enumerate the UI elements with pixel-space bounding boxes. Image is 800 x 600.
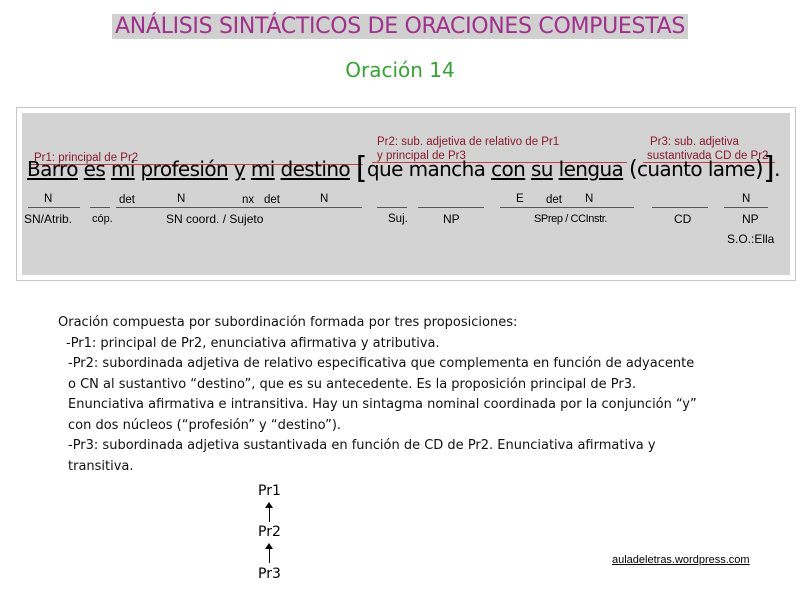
cat-label: N	[585, 193, 594, 205]
open-paren: (	[628, 157, 637, 182]
word: y	[233, 157, 246, 181]
pr2-label-line1: Pr2: sub. adjetiva de relativo de Pr1	[377, 136, 560, 148]
cat-label: nx	[242, 194, 255, 206]
page-title: ANÁLISIS SINTÁCTICOS DE ORACIONES COMPUESTAS	[112, 14, 688, 39]
pr1-label: Pr1: principal de Pr2	[34, 152, 139, 164]
function-label: cóp.	[92, 213, 113, 225]
cat-label: det	[119, 194, 135, 206]
function-label: SN coord. / Sujeto	[166, 212, 264, 226]
diagram-node-pr2: Pr2	[258, 524, 281, 540]
close-bracket: ]	[763, 151, 775, 186]
word: su	[530, 157, 553, 181]
function-underline	[90, 207, 110, 208]
function-underline	[418, 207, 484, 208]
cat-label: N	[44, 193, 53, 205]
cat-label: N	[742, 193, 751, 205]
cat-label: E	[516, 193, 524, 205]
word: Barro	[27, 157, 78, 181]
function-underline	[500, 207, 634, 208]
word: es	[83, 157, 106, 181]
function-label: Suj.	[388, 213, 408, 225]
cat-label: det	[264, 194, 280, 206]
cat-label: N	[177, 193, 186, 205]
word: con	[491, 157, 526, 181]
explanation-pr3-line: transitiva.	[68, 458, 134, 474]
explanation-intro: Oración compuesta por subordinación formada por tres proposiciones:	[58, 315, 518, 330]
word: mancha	[408, 157, 486, 181]
word: lame	[707, 157, 756, 181]
explanation-pr2-line: Enunciativa afirmativa e intransitiva. Hay un sintagma nominal coordinada por la conjunción “y”	[68, 397, 697, 412]
sentence-number: Oración 14	[345, 58, 455, 82]
credit-link[interactable]: auladeletras.wordpress.com	[612, 554, 750, 566]
function-underline	[28, 207, 80, 208]
diagram-node-pr3: Pr3	[258, 566, 281, 582]
cat-label: det	[546, 194, 562, 206]
word: lengua	[558, 157, 624, 181]
function-label: SN/Atrib.	[24, 212, 73, 226]
word: mi	[110, 157, 135, 181]
close-paren: )	[755, 157, 763, 182]
explanation-text	[58, 313, 697, 477]
function-underline	[652, 207, 708, 208]
function-label: S.O.:Ella	[727, 232, 775, 246]
explanation-pr3-line: -Pr3: subordinada adjetiva sustantivada en función de CD de Pr2. Enunciativa afirmativa y	[68, 438, 656, 453]
explanation-pr2-line: o CN al sustantivo “destino”, que es su antecedente. Es la proposición principal de Pr3.	[68, 376, 637, 392]
period: .	[774, 157, 780, 181]
word: mi	[250, 157, 275, 181]
cat-label: N	[320, 193, 329, 205]
function-label: CD	[674, 212, 692, 226]
function-label: SPrep / CCInstr.	[534, 213, 608, 225]
pr3-label-line2: sustantivada CD de Pr2	[647, 150, 769, 162]
word: cuanto	[636, 157, 703, 181]
function-underline	[116, 207, 362, 208]
function-label: NP	[742, 212, 759, 226]
function-underline	[724, 207, 768, 208]
word: destino	[280, 157, 351, 181]
function-label: NP	[443, 212, 460, 226]
arrow-line	[269, 548, 270, 563]
word: profesión	[140, 157, 229, 181]
explanation-pr2-line: -Pr2: subordinada adjetiva de relativo especificativa que complementa en función de adyacente	[68, 356, 695, 371]
word: que	[366, 157, 403, 181]
open-bracket: [	[355, 151, 367, 186]
explanation-pr1: -Pr1: principal de Pr2, enunciativa afirmativa y atributiva.	[66, 335, 440, 351]
arrow-line	[269, 507, 270, 522]
pr2-label-line2: y principal de Pr3	[377, 150, 466, 162]
function-underline	[377, 207, 407, 208]
pr3-label-line1: Pr3: sub. adjetiva	[650, 136, 739, 148]
diagram-node-pr1: Pr1	[258, 483, 281, 499]
explanation-pr2-line: con dos núcleos (“profesión” y “destino”).	[68, 417, 342, 433]
